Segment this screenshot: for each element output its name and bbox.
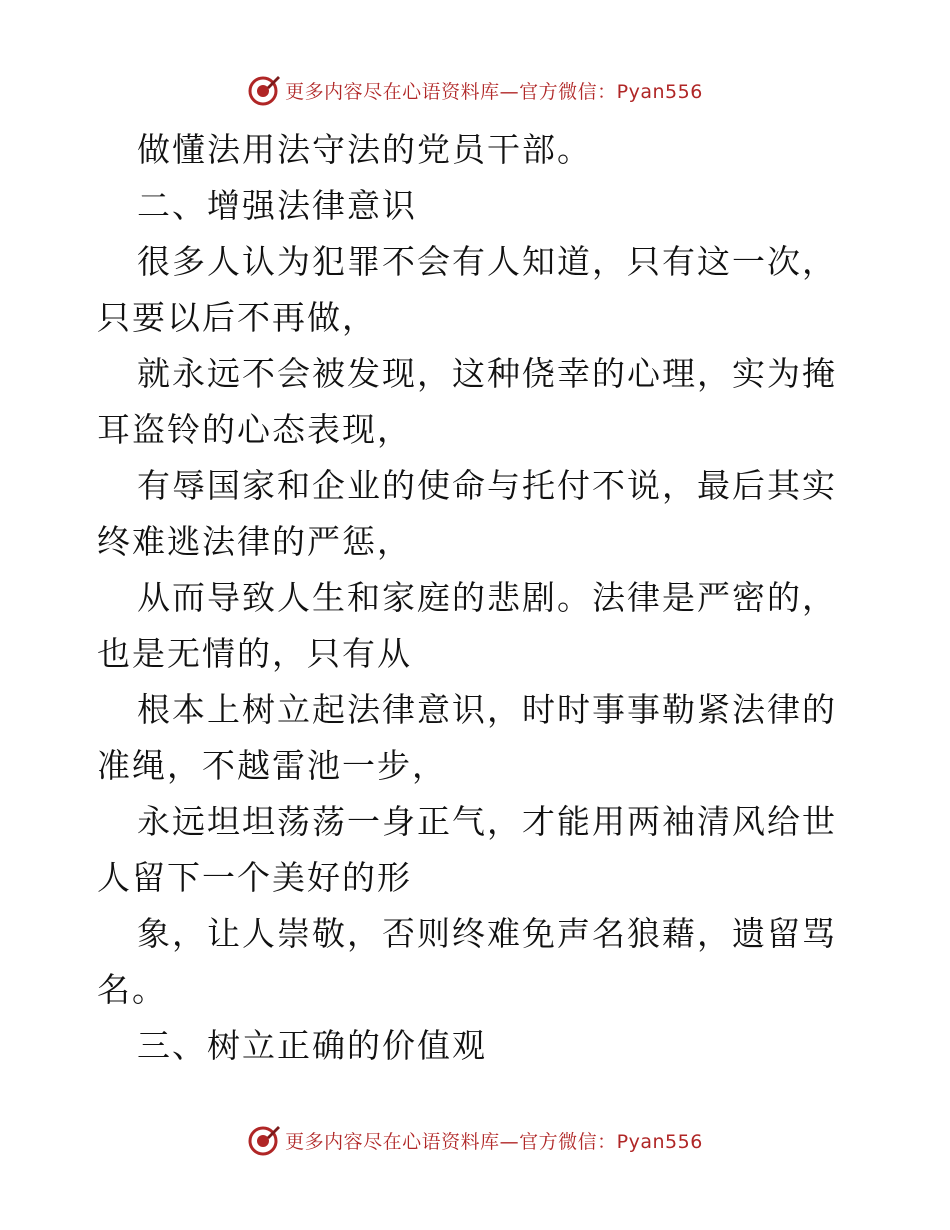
footer-watermark-banner — [0, 1120, 950, 1160]
paragraph-6: 从而导致人生和家庭的悲剧。法律是严密的，也是无情的，只有从 — [97, 578, 837, 673]
document-body — [97, 122, 857, 1074]
paragraph-3: 很多人认为犯罪不会有人知道，只有这一次，只要以后不再做， — [97, 242, 837, 337]
footer-watermark-text: 更多内容尽在心语资料库—官方微信：Pyan556 — [285, 1130, 703, 1153]
paragraph-9: 象，让人崇敬，否则终难免声名狼藉，遗留骂名。 — [97, 914, 837, 1009]
paragraph-5: 有辱国家和企业的使命与托付不说，最后其实终难逃法律的严惩， — [97, 466, 837, 561]
paragraph-1: 做懂法用法守法的党员干部。 — [137, 130, 592, 169]
paragraph-4: 就永远不会被发现，这种侥幸的心理，实为掩耳盗铃的心态表现， — [97, 354, 837, 449]
section-heading-3: 三、树立正确的价值观 — [137, 1026, 487, 1065]
section-heading-2: 二、增强法律意识 — [137, 186, 417, 225]
pen-logo-icon — [247, 1123, 281, 1157]
paragraph-8: 永远坦坦荡荡一身正气，才能用两袖清风给世人留下一个美好的形 — [97, 802, 837, 897]
paragraph-7: 根本上树立起法律意识，时时事事勒紧法律的准绳，不越雷池一步， — [97, 690, 837, 785]
pen-logo-icon — [247, 73, 281, 107]
header-watermark-banner — [0, 70, 950, 110]
header-watermark-text: 更多内容尽在心语资料库—官方微信：Pyan556 — [285, 80, 703, 103]
